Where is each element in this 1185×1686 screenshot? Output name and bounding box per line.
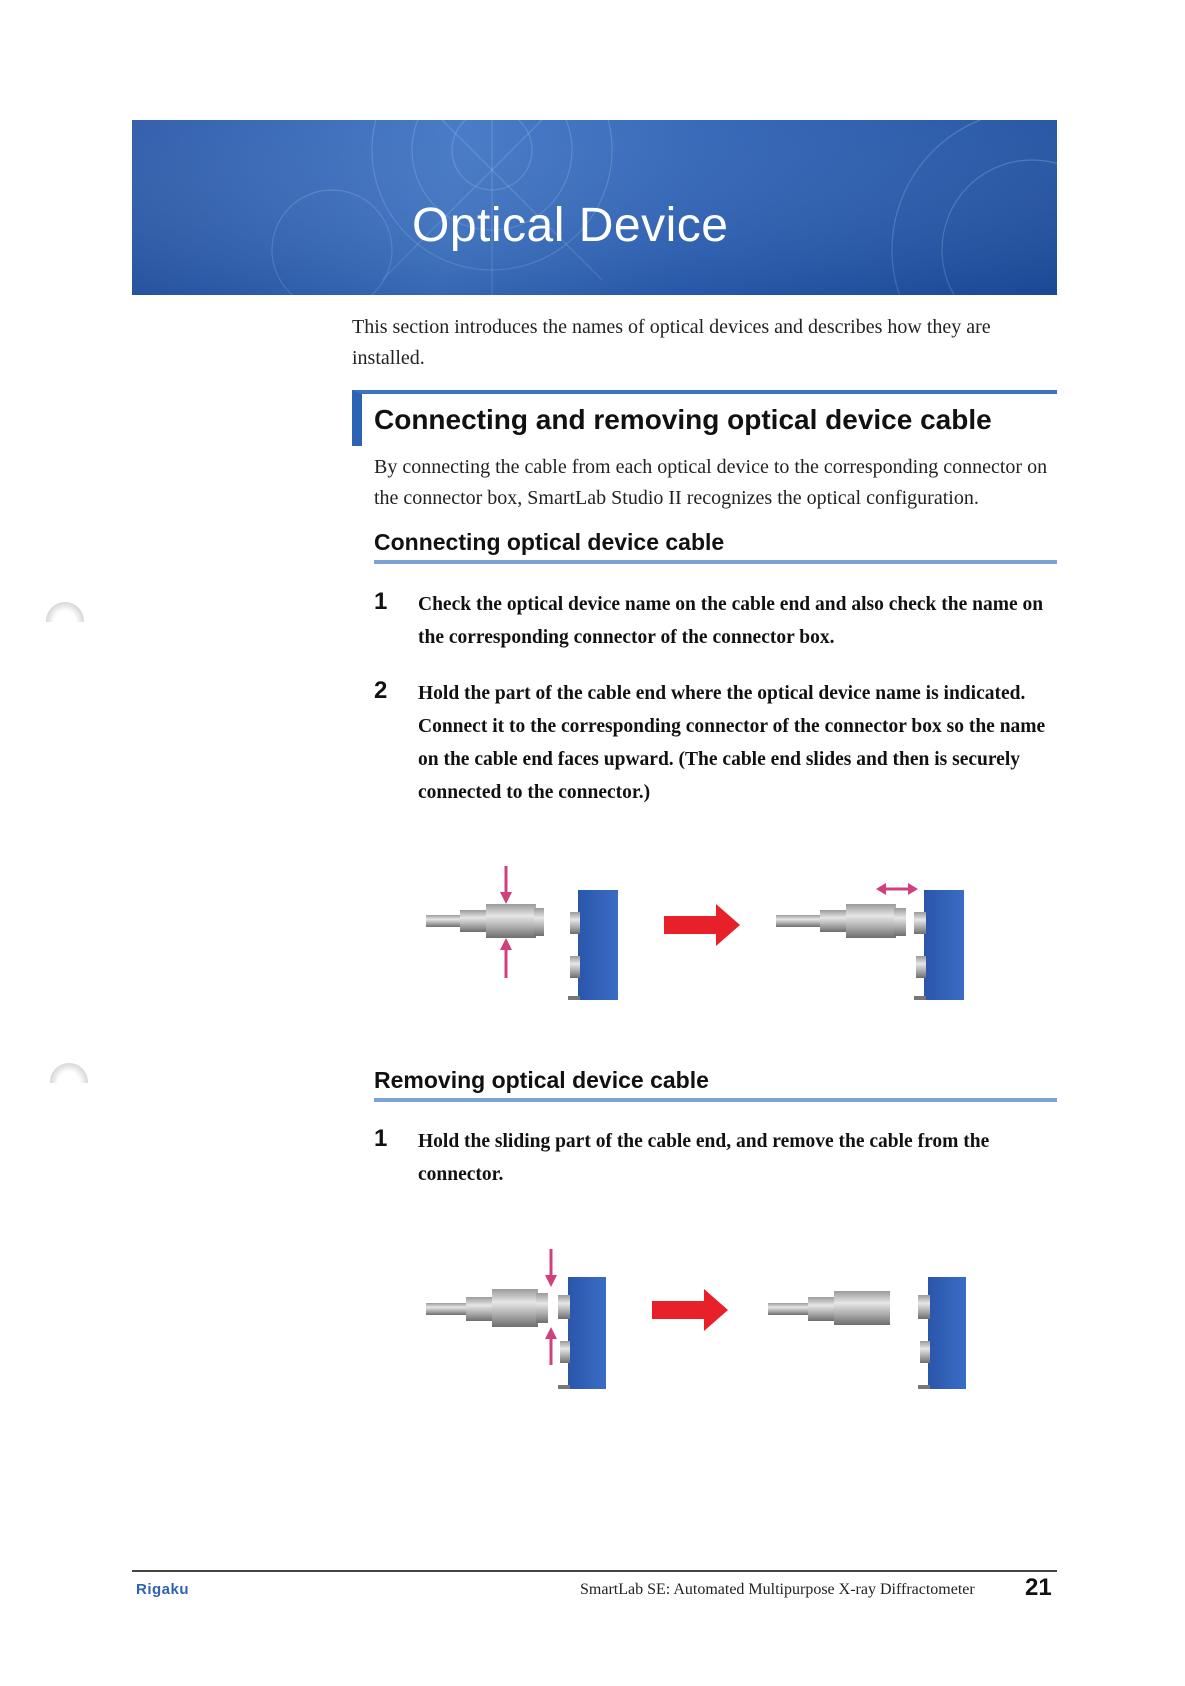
connector-box-icon (568, 890, 618, 1000)
connector-box-icon (918, 1277, 966, 1389)
step-number: 1 (374, 588, 388, 615)
subheading-removing-title: Removing optical device cable (374, 1067, 709, 1093)
section-paragraph: By connecting the cable from each optical device to the corresponding connector on the connector box, SmartLab Studio II recognizes the optical configuration. (374, 456, 1048, 509)
step-number: 1 (374, 1125, 388, 1152)
remove-figure (420, 1245, 1000, 1395)
step-number: 2 (374, 677, 388, 704)
footer-divider (132, 1570, 1057, 1572)
section-title: Connecting and removing optical device cable (374, 404, 992, 435)
page-number: 21 (1025, 1574, 1052, 1601)
punch-hole-bottom (50, 1063, 88, 1083)
subheading-connecting (374, 522, 1057, 564)
step-text: Hold the part of the cable end where the optical device name is indicated. Connect it to the corresponding connector of the connector box so the name on the cable end faces upward. (The cable end slides and then is securely connected to the connector.) (418, 683, 1046, 803)
cable-after-icon (776, 904, 906, 938)
arrow-right-icon (652, 1289, 728, 1331)
cable-before-icon (426, 904, 544, 938)
connector-box-icon (914, 890, 964, 1000)
section-heading (352, 390, 1057, 446)
chapter-banner (132, 120, 1057, 295)
footer-title: SmartLab SE: Automated Multipurpose X-ray Diffractometer (580, 1581, 975, 1598)
subheading-removing (374, 1060, 1057, 1102)
subheading-connecting-title: Connecting optical device cable (374, 529, 725, 555)
cable-removed-icon (768, 1291, 890, 1325)
connector-box-icon (558, 1277, 606, 1389)
punch-hole-top (46, 602, 84, 622)
cable-connected-icon (426, 1289, 548, 1327)
step-text: Hold the sliding part of the cable end, and remove the cable from the connector. (418, 1131, 990, 1185)
chapter-title: Optical Device (412, 199, 729, 252)
arrow-right-icon (664, 904, 740, 946)
footer-logo: Rigaku (136, 1581, 190, 1598)
connect-figure (420, 860, 1000, 1010)
slide-marker-icon (876, 883, 918, 895)
intro-text: This section introduces the names of optical devices and describes how they are installed. (352, 316, 991, 369)
step-text: Check the optical device name on the cable end and also check the name on the corresponding connector of the connector box. (418, 594, 1044, 648)
